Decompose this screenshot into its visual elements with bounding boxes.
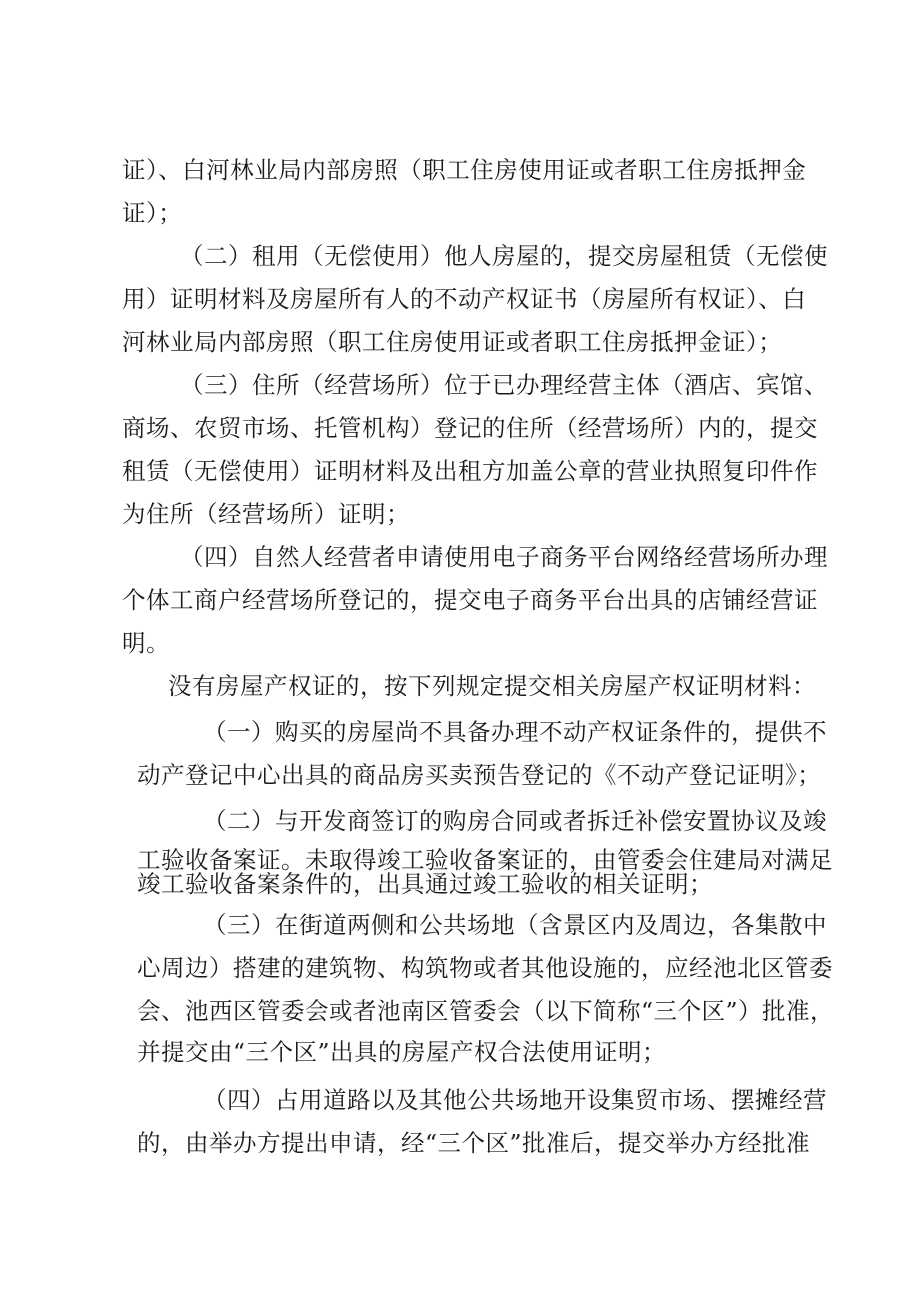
text-line: 的，由举办方提出申请，经“三个区”批准后，提交举办方经批准 <box>137 1129 811 1157</box>
text-line: 动产登记中心出具的商品房买卖预告登记的《不动产登记证明》； <box>137 761 822 789</box>
text-line: （四）占用道路以及其他公共场地开设集贸市场、摆摊经营 <box>203 1086 827 1114</box>
text-line: 商场、农贸市场、托管机构）登记的住所（经营场所）内的，提交 <box>122 414 818 442</box>
text-line: 为住所（经营场所）证明； <box>122 500 410 528</box>
text-line: （三）住所（经营场所）位于已办理经营主体（酒店、宾馆、 <box>180 371 828 399</box>
text-line: （二）租用（无偿使用）他人房屋的，提交房屋租赁（无偿使 <box>180 242 828 270</box>
text-line: （三）在街道两侧和公共场地（含景区内及周边，各集散中 <box>203 911 827 939</box>
text-line: 会、池西区管委会或者池南区管委会（以下简称“三个区”）批准， <box>137 997 835 1025</box>
text-line: 竣工验收备案条件的，出具通过竣工验收的相关证明； <box>137 870 713 898</box>
text-line: （二）与开发商签订的购房合同或者拆迁补偿安置协议及竣 <box>203 807 827 835</box>
text-line: 并提交由“三个区”出具的房屋产权合法使用证明； <box>137 1038 667 1066</box>
text-line: 河林业局内部房照（职工住房使用证或者职工住房抵押金证）； <box>122 328 783 356</box>
text-line: 个体工商户经营场所登记的，提交电子商务平台出具的店铺经营证 <box>122 586 818 614</box>
text-line: （四）自然人经营者申请使用电子商务平台网络经营场所办理 <box>180 543 828 571</box>
text-line: 没有房屋产权证的，按下列规定提交相关房屋产权证明材料： <box>168 672 816 700</box>
text-line: 用）证明材料及房屋所有人的不动产权证书（房屋所有权证）、白 <box>122 285 807 313</box>
text-line: 明。 <box>122 629 170 657</box>
text-line: 租赁（无偿使用）证明材料及出租方加盖公章的营业执照复印件作 <box>122 457 818 485</box>
text-line: 证）； <box>122 199 183 227</box>
text-line: （一）购买的房屋尚不具备办理不动产权证条件的，提供不 <box>203 718 827 746</box>
text-line: 工验收备案证。未取得竣工验收备案证的，由管委会住建局对满足 <box>137 846 833 874</box>
text-line: 心周边）搭建的建筑物、构筑物或者其他设施的，应经池北区管委 <box>137 954 833 982</box>
text-line: 证）、白河林业局内部房照（职工住房使用证或者职工住房抵押金 <box>122 156 807 184</box>
